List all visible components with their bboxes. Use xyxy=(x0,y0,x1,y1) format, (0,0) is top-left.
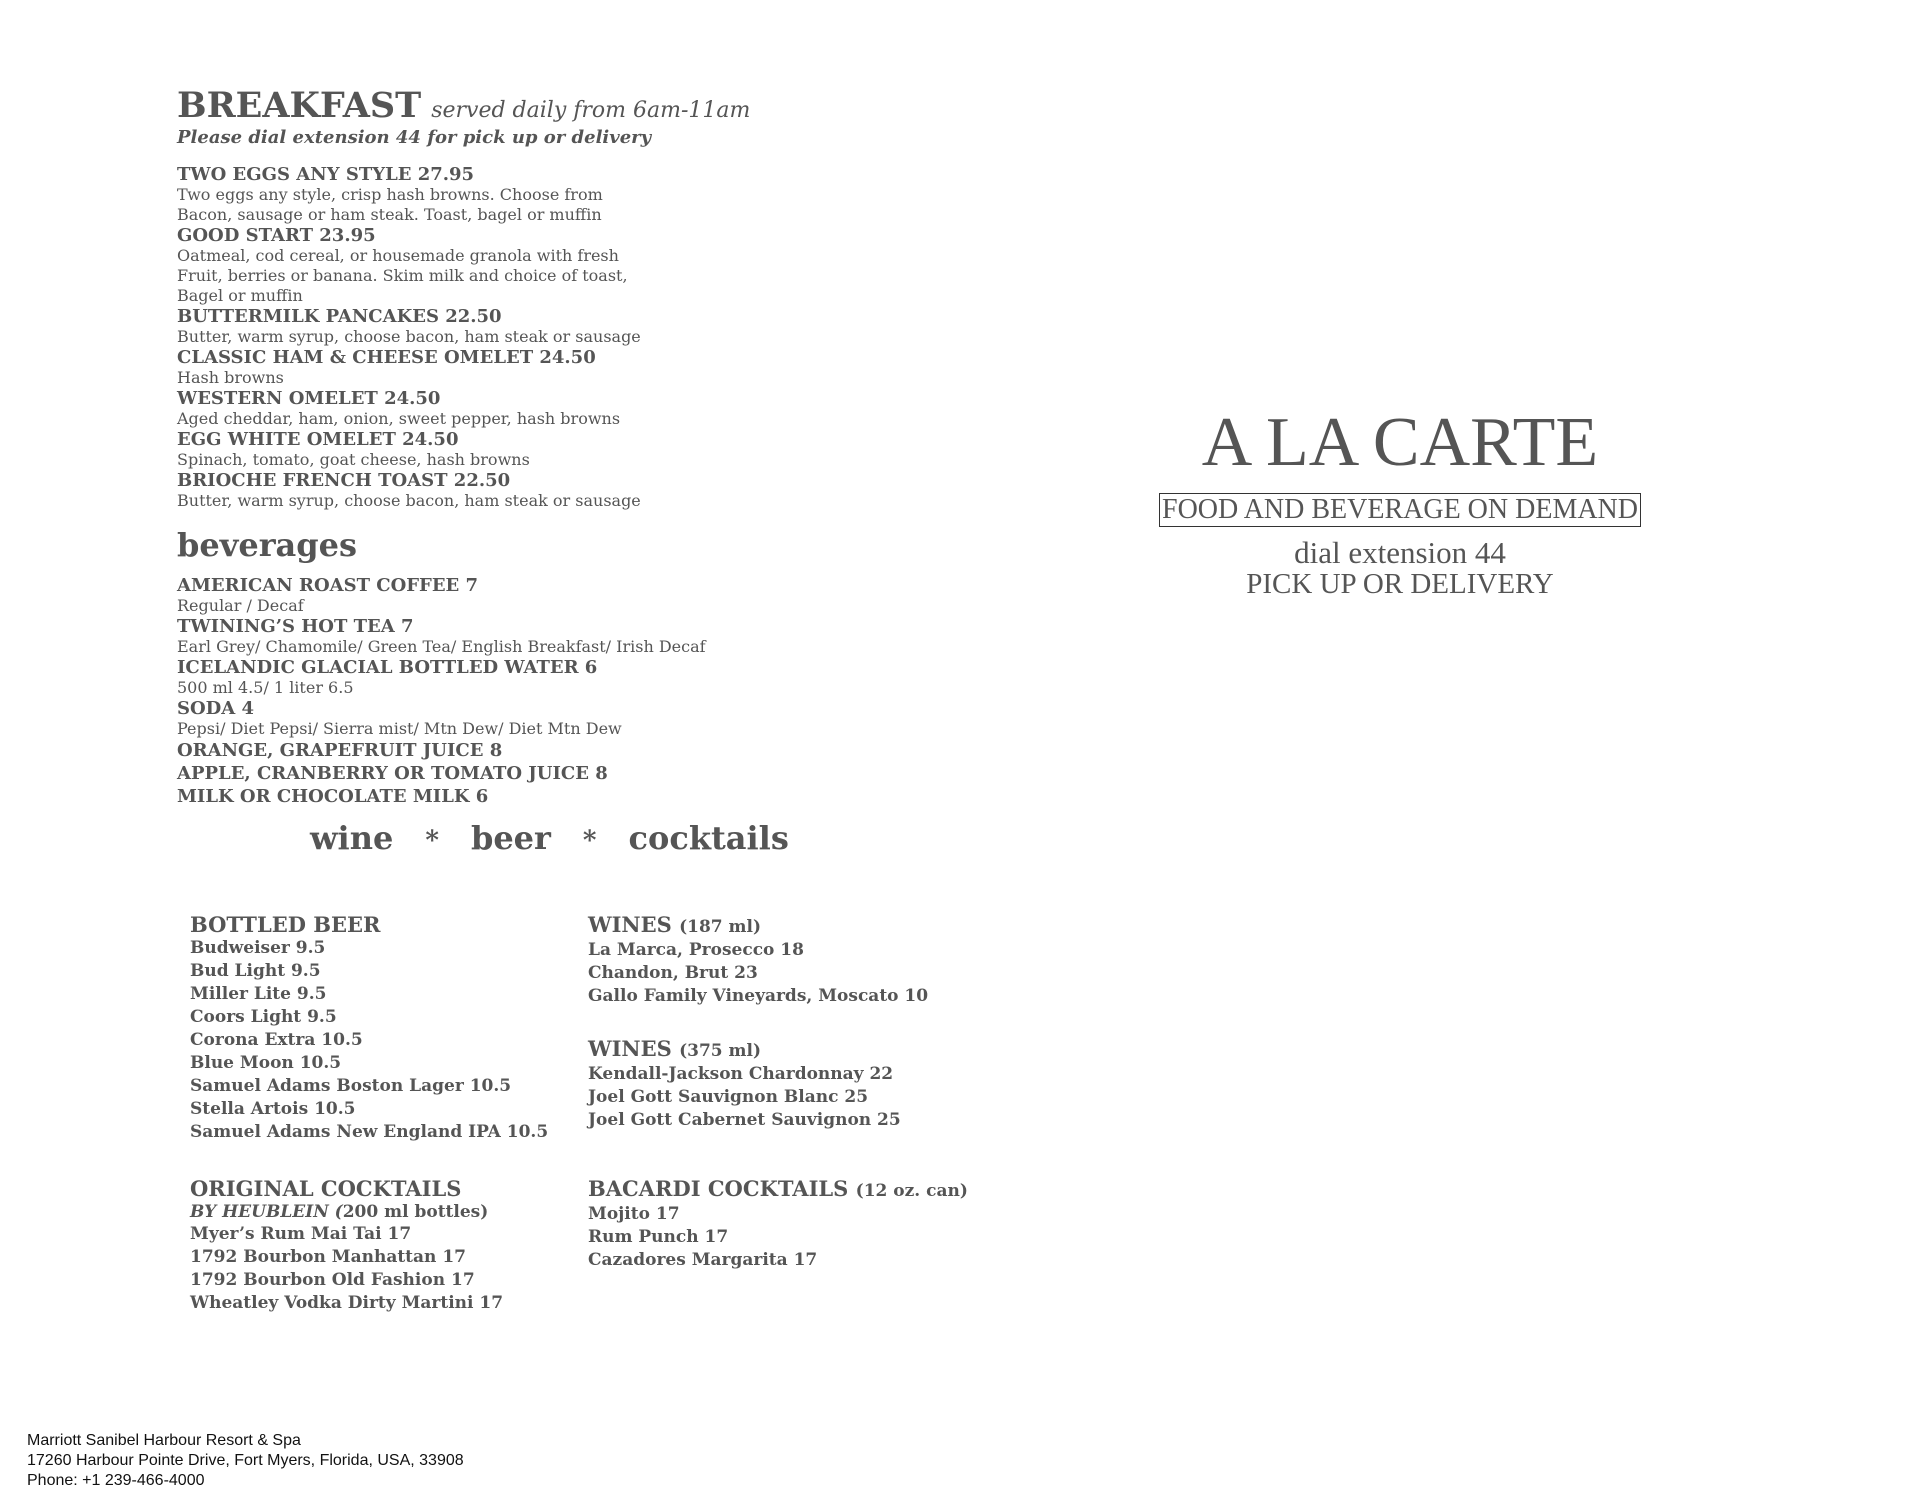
dial-extension-text: dial extension 44 xyxy=(1294,535,1506,570)
hotel-phone: Phone: +1 239-466-4000 xyxy=(27,1472,205,1489)
breakfast-items xyxy=(177,164,1077,511)
list-item: 1792 Bourbon Manhattan 17 xyxy=(190,1247,466,1267)
menu-item-name: SODA 4 xyxy=(177,698,255,719)
menu-item-name: MILK OR CHOCOLATE MILK 6 xyxy=(177,786,489,807)
breakfast-header xyxy=(177,85,1077,126)
beverages-title: beverages xyxy=(177,526,358,564)
list-item: Cazadores Margarita 17 xyxy=(588,1250,818,1270)
menu-item-desc: Aged cheddar, ham, onion, sweet pepper, hash browns xyxy=(177,409,621,428)
menu-item-name: BUTTERMILK PANCAKES 22.50 xyxy=(177,306,502,327)
list-item: Gallo Family Vineyards, Moscato 10 xyxy=(588,986,929,1006)
list-item: Blue Moon 10.5 xyxy=(190,1053,342,1073)
menu-item xyxy=(177,575,1077,616)
section-title xyxy=(588,913,928,939)
menu-item-desc: Butter, warm syrup, choose bacon, ham steak or sausage xyxy=(177,491,641,510)
section-title xyxy=(588,1037,901,1063)
a-la-carte-block xyxy=(1000,405,1800,599)
pickup-delivery-text: PICK UP OR DELIVERY xyxy=(1246,568,1554,600)
menu-item-name: WESTERN OMELET 24.50 xyxy=(177,388,441,409)
menu-item-desc: 500 ml 4.5/ 1 liter 6.5 xyxy=(177,678,354,697)
menu-item-name: APPLE, CRANBERRY OR TOMATO JUICE 8 xyxy=(177,763,608,784)
menu-item-name: ICELANDIC GLACIAL BOTTLED WATER 6 xyxy=(177,657,598,678)
section-title: ORIGINAL COCKTAILS xyxy=(190,1176,462,1201)
menu-item-desc: Spinach, tomato, goat cheese, hash browns xyxy=(177,450,530,469)
menu-item xyxy=(177,388,1077,429)
footer-address xyxy=(27,1431,464,1491)
list-item: Wheatley Vodka Dirty Martini 17 xyxy=(190,1293,504,1313)
list-item: Joel Gott Cabernet Sauvignon 25 xyxy=(588,1110,901,1130)
section-title: BOTTLED BEER xyxy=(190,912,381,937)
menu-item-name: TWINING’S HOT TEA 7 xyxy=(177,616,414,637)
menu-item-desc: Hash browns xyxy=(177,368,284,387)
menu-item xyxy=(177,225,1077,306)
list-item: Samuel Adams Boston Lager 10.5 xyxy=(190,1076,512,1096)
wines-375-section xyxy=(588,1037,901,1132)
list-item: Samuel Adams New England IPA 10.5 xyxy=(190,1122,549,1142)
menu-item xyxy=(177,657,1077,698)
bacardi-cocktails-section xyxy=(588,1177,968,1272)
menu-item-desc: Earl Grey/ Chamomile/ Green Tea/ English Breakfast/ Irish Decaf xyxy=(177,637,706,656)
menu-item-name: CLASSIC HAM & CHEESE OMELET 24.50 xyxy=(177,347,596,368)
wine-heading: wine xyxy=(310,819,394,857)
producer-label: BY HEUBLEIN ( xyxy=(190,1202,343,1222)
list-item: Budweiser 9.5 xyxy=(190,938,326,958)
menu-item-name: BRIOCHE FRENCH TOAST 22.50 xyxy=(177,470,511,491)
bottled-beer-section xyxy=(190,913,548,1144)
menu-item-desc: Two eggs any style, crisp hash browns. Choose from Bacon, sausage or ham steak. Toast, bagel or muffin xyxy=(177,185,603,224)
breakfast-served-hours: served daily from 6am-11am xyxy=(431,98,751,123)
menu-item-desc: Oatmeal, cod cereal, or housemade granola with fresh Fruit, berries or banana. Skim milk and choice of toast, Bagel or muffin xyxy=(177,246,628,305)
list-item: Myer’s Rum Mai Tai 17 xyxy=(190,1224,412,1244)
menu-item-name: AMERICAN ROAST COFFEE 7 xyxy=(177,575,479,596)
bottle-size: 200 ml bottles) xyxy=(342,1202,489,1222)
menu-left-column xyxy=(177,85,1077,861)
section-subtitle: (12 oz. can) xyxy=(855,1181,968,1201)
food-beverage-boxed-label: FOOD AND BEVERAGE ON DEMAND xyxy=(1159,493,1641,527)
menu-item-name: GOOD START 23.95 xyxy=(177,225,376,246)
section-subtitle: (375 ml) xyxy=(679,1041,762,1061)
menu-item xyxy=(177,762,1077,785)
a-la-carte-title: A LA CARTE xyxy=(1201,404,1599,481)
beverage-items xyxy=(177,575,1077,808)
menu-item xyxy=(177,616,1077,657)
wines-187-section xyxy=(588,913,928,1008)
menu-item-desc: Butter, warm syrup, choose bacon, ham steak or sausage xyxy=(177,327,641,346)
section-subtitle: (187 ml) xyxy=(679,917,762,937)
asterisk-separator: * xyxy=(425,826,439,856)
asterisk-separator: * xyxy=(582,826,597,856)
list-item: Bud Light 9.5 xyxy=(190,961,321,981)
hotel-name: Marriott Sanibel Harbour Resort & Spa xyxy=(27,1432,301,1449)
list-item: Mojito 17 xyxy=(588,1204,680,1224)
menu-item xyxy=(177,306,1077,347)
menu-item-name: EGG WHITE OMELET 24.50 xyxy=(177,429,459,450)
list-item: Corona Extra 10.5 xyxy=(190,1030,363,1050)
list-item: 1792 Bourbon Old Fashion 17 xyxy=(190,1270,475,1290)
menu-item xyxy=(177,347,1077,388)
section-title-text: WINES xyxy=(588,912,672,937)
section-title-text: WINES xyxy=(588,1036,672,1061)
menu-item xyxy=(177,785,1077,808)
list-item: Chandon, Brut 23 xyxy=(588,963,758,983)
menu-item-desc: Pepsi/ Diet Pepsi/ Sierra mist/ Mtn Dew/ Diet Mtn Dew xyxy=(177,719,622,738)
section-title xyxy=(588,1177,968,1203)
menu-item-desc: Regular / Decaf xyxy=(177,596,304,615)
list-item: Rum Punch 17 xyxy=(588,1227,729,1247)
menu-item-name: TWO EGGS ANY STYLE 27.95 xyxy=(177,164,475,185)
menu-item xyxy=(177,429,1077,470)
list-item: Miller Lite 9.5 xyxy=(190,984,327,1004)
beer-heading: beer xyxy=(470,819,551,857)
menu-item xyxy=(177,698,1077,739)
cocktails-heading: cocktails xyxy=(628,819,789,857)
list-item: Stella Artois 10.5 xyxy=(190,1099,356,1119)
original-cocktails-section xyxy=(190,1177,503,1315)
wine-beer-cocktails-heading xyxy=(177,818,1077,861)
list-item: Coors Light 9.5 xyxy=(190,1007,337,1027)
list-item: La Marca, Prosecco 18 xyxy=(588,940,804,960)
hotel-address: 17260 Harbour Pointe Drive, Fort Myers, Florida, USA, 33908 xyxy=(27,1452,464,1469)
list-item: Kendall-Jackson Chardonnay 22 xyxy=(588,1064,894,1084)
section-subtitle xyxy=(190,1201,503,1223)
menu-item-name: ORANGE, GRAPEFRUIT JUICE 8 xyxy=(177,740,503,761)
breakfast-order-note: Please dial extension 44 for pick up or delivery xyxy=(177,127,652,148)
menu-item xyxy=(177,164,1077,225)
section-title-text: BACARDI COCKTAILS xyxy=(588,1176,849,1201)
list-item: Joel Gott Sauvignon Blanc 25 xyxy=(588,1087,869,1107)
breakfast-title: BREAKFAST xyxy=(177,85,422,126)
menu-item xyxy=(177,470,1077,511)
menu-item xyxy=(177,739,1077,762)
